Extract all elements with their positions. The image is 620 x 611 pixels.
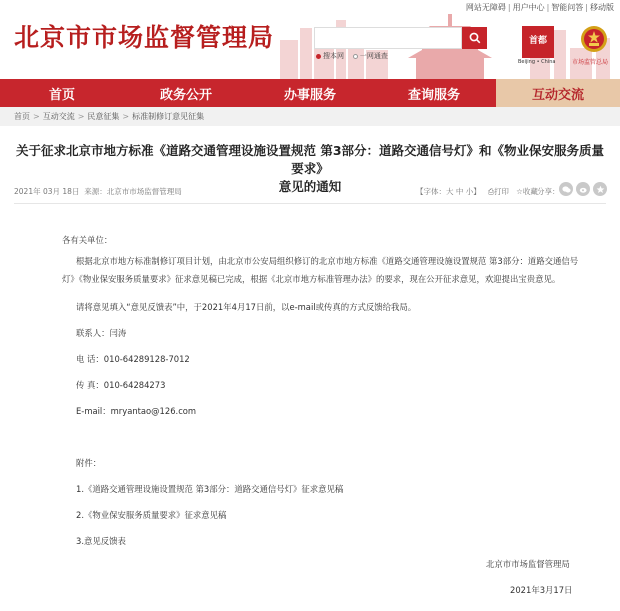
search-input[interactable] [319, 31, 457, 45]
radio-empty-icon [353, 54, 358, 59]
wechat-share-icon[interactable] [559, 182, 573, 196]
signature-date: 2021年3月17日 [510, 585, 573, 595]
nav-home[interactable]: 首页 [48, 87, 75, 103]
qzone-share-icon[interactable] [593, 182, 607, 196]
article-meta [14, 186, 182, 197]
paragraph-1-line-2: 灯》《物业保安服务质量要求》征求意见稿已完成，根据《北京市地方标准管理办法》的要求，现在公开征求意见，欢迎提出宝贵意见。 [62, 274, 561, 284]
attachment-link-3[interactable]: 3.意见反馈表 [76, 536, 126, 546]
star-icon: ☆ [516, 187, 523, 196]
print-button[interactable]: ⎙打印 [487, 187, 509, 196]
breadcrumb-opinion[interactable]: 民意征集 [87, 112, 120, 121]
nav-interaction[interactable]: 互动交流 [496, 79, 620, 107]
greeting: 各有关单位： [62, 235, 113, 245]
search-scope-options [316, 51, 388, 61]
weibo-share-icon[interactable] [576, 182, 590, 196]
top-links: 网站无障碍 | 用户中心 | 智能问答 | 移动版 [465, 3, 614, 12]
breadcrumb-separator-icon: > [122, 112, 130, 121]
search-scope-site[interactable]: 搜本网 [316, 52, 344, 60]
article-source: 来源：北京市市场监督管理局 [84, 187, 182, 196]
breadcrumb-separator-icon: > [77, 112, 85, 121]
nav-query[interactable]: 查询服务 [407, 87, 460, 103]
search-icon [469, 32, 481, 44]
signature-org: 北京市市场监督管理局 [486, 559, 570, 569]
emblem-caption: 市场监管总局 [572, 59, 609, 66]
breadcrumb-home[interactable]: 首页 [14, 112, 30, 121]
site-title[interactable]: 北京市市场监督管理局 [14, 23, 275, 52]
article-title-line2: 意见的通知 [278, 179, 342, 194]
share-icons [559, 182, 607, 196]
breadcrumb-separator-icon: > [33, 112, 40, 121]
contact-phone: 电 话：010-64289128-7012 [76, 354, 190, 364]
breadcrumb-current[interactable]: 标准制修订意见征集 [132, 112, 205, 121]
nav-services[interactable]: 办事服务 [283, 87, 336, 103]
divider [14, 203, 606, 204]
breadcrumb-interaction[interactable]: 互动交流 [42, 112, 75, 121]
contact-person: 联系人：闫涛 [76, 328, 127, 338]
nav-government-affairs[interactable]: 政务公开 [159, 87, 212, 103]
attachment-link-2[interactable]: 2.《物业保安服务质量要求》征求意见稿 [76, 510, 227, 520]
favorite-button[interactable]: ☆收藏 [516, 187, 538, 196]
attachment-link-1[interactable]: 1.《道路交通管理设施设置规范 第3部分：道路交通信号灯》征求意见稿 [76, 484, 344, 494]
breadcrumb [0, 107, 620, 126]
paragraph-2: 请将意见填入“意见反馈表”中，于2021年4月17日前，以e-mail或传真的方式反馈给我局。 [76, 302, 417, 312]
article-title-line1: 关于征求北京市地方标准《道路交通管理设施设置规范 第3部分：道路交通信号灯》和《物业保安服务质量要求》 [15, 143, 605, 176]
mobile-version-link[interactable]: 移动版 [590, 3, 614, 12]
accessibility-link[interactable]: 网站无障碍 [465, 3, 506, 12]
radio-selected-icon [316, 54, 321, 59]
paragraph-1-line-1: 根据北京市地方标准制修订项目计划，由北京市公安局组织修订的北京市地方标准《道路交通管理设施设置规范 第3部分：道路交通信号 [76, 256, 579, 266]
attachments-title: 附件： [76, 458, 102, 468]
contact-fax: 传 真：010-64284273 [76, 380, 166, 390]
font-size-switch[interactable]: 【字体：大 中 小】 [416, 187, 481, 196]
search-scope-all[interactable]: 一网通查 [353, 52, 388, 60]
smart-qa-link[interactable]: 智能问答 [551, 3, 584, 12]
search-box [314, 27, 462, 49]
contact-email[interactable]: E-mail：mryantao@126.com [76, 406, 197, 416]
print-icon: ⎙ [487, 187, 494, 196]
national-emblem-icon[interactable] [580, 25, 608, 53]
search-button[interactable] [462, 27, 487, 49]
publish-date: 2021年 03月 18日 [14, 187, 80, 196]
user-center-link[interactable]: 用户中心 [512, 3, 545, 12]
capital-logo-caption: Beijing • China [518, 59, 556, 65]
capital-logo[interactable]: 首都 [522, 26, 554, 58]
share-label: 分享： [537, 187, 560, 196]
article-tools [416, 186, 538, 197]
site-header [0, 0, 620, 79]
main-nav [0, 79, 620, 107]
